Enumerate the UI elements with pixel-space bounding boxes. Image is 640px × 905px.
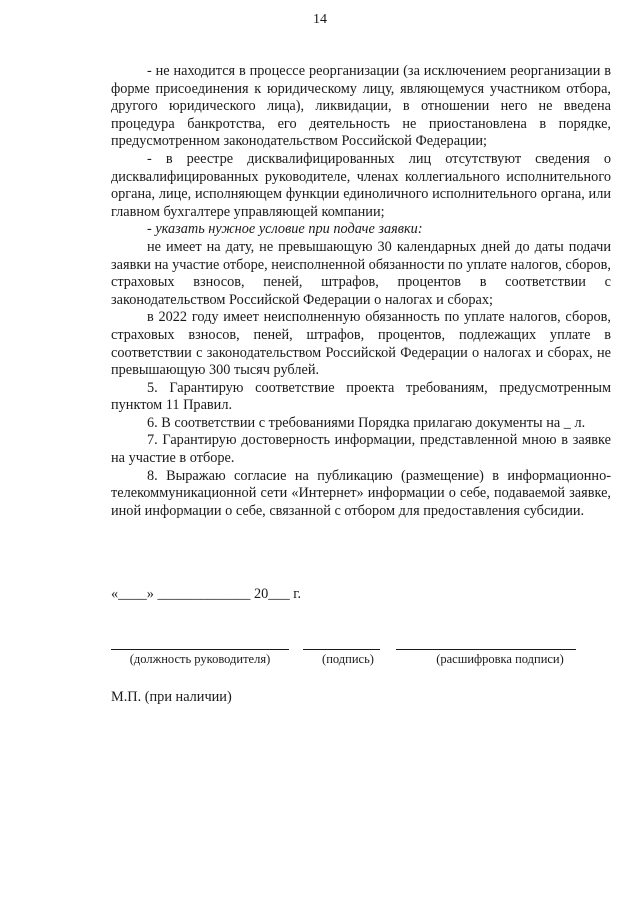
paragraph-disqualified-registry: - в реестре дисквалифицированных лиц отсутствуют сведения о дисквалифицированных руководителе, членах коллегиального исполнительного органа, лице, исполняющем функции единоличного исполнительного органа, или главном бухгалтере управляющей компании; — [111, 150, 611, 220]
paragraph-item-5: 5. Гарантирую соответствие проекта требованиям, предусмотренным пунктом 11 Правил. — [111, 379, 611, 414]
page-number: 14 — [313, 12, 327, 27]
paragraph-tax-debt-2022: в 2022 году имеет неисполненную обязанность по уплате налогов, сборов, страховых взносов, пеней, штрафов, процентов, подлежащих уплате в соответствии с законодательством Российской Федерации о налогах и сборах, не превышающую 300 тысяч рублей. — [111, 309, 611, 379]
signature-label: (подпись) — [322, 652, 374, 666]
decryption-signature-line — [396, 649, 576, 650]
date-line: «____» _____________ 20___ г. — [111, 586, 302, 602]
signature-line — [303, 649, 380, 650]
paragraph-item-8: 8. Выражаю согласие на публикацию (размещение) в информационно-телекоммуникационной сети «Интернет» информации о себе, подаваемой заявке, иной информации о себе, связанной с отбором для предоставления субсидии. — [111, 467, 611, 519]
document-body — [111, 63, 611, 520]
paragraph-item-6: 6. В соответствии с требованиями Порядка прилагаю документы на _ л. — [147, 414, 586, 431]
paragraph-reorganization: - не находится в процессе реорганизации (за исключением реорганизации в форме присоединения к юридическому лицу, являющемуся участником отбора, другого юридического лица), ликвидации, в отношении него не введена процедура банкротства, его деятельность не приостановлена в порядке, предусмотренном законодательством Российской Федерации; — [111, 63, 611, 150]
decryption-label: (расшифровка подписи) — [436, 652, 564, 666]
position-label: (должность руководителя) — [129, 652, 271, 666]
paragraph-condition-note: - указать нужное условие при подаче заявки: — [147, 221, 423, 238]
stamp-note: М.П. (при наличии) — [111, 689, 232, 705]
position-signature-line — [111, 649, 289, 650]
paragraph-item-7: 7. Гарантирую достоверность информации, представленной мною в заявке на участие в отборе. — [111, 432, 611, 467]
paragraph-no-tax-debt: не имеет на дату, не превышающую 30 календарных дней до даты подачи заявки на участие отборе, неисполненной обязанности по уплате налогов, сборов, страховых взносов, пеней, штрафов, процентов в соответствии с законодательством Российской Федерации о налогах и сборах; — [111, 238, 611, 308]
